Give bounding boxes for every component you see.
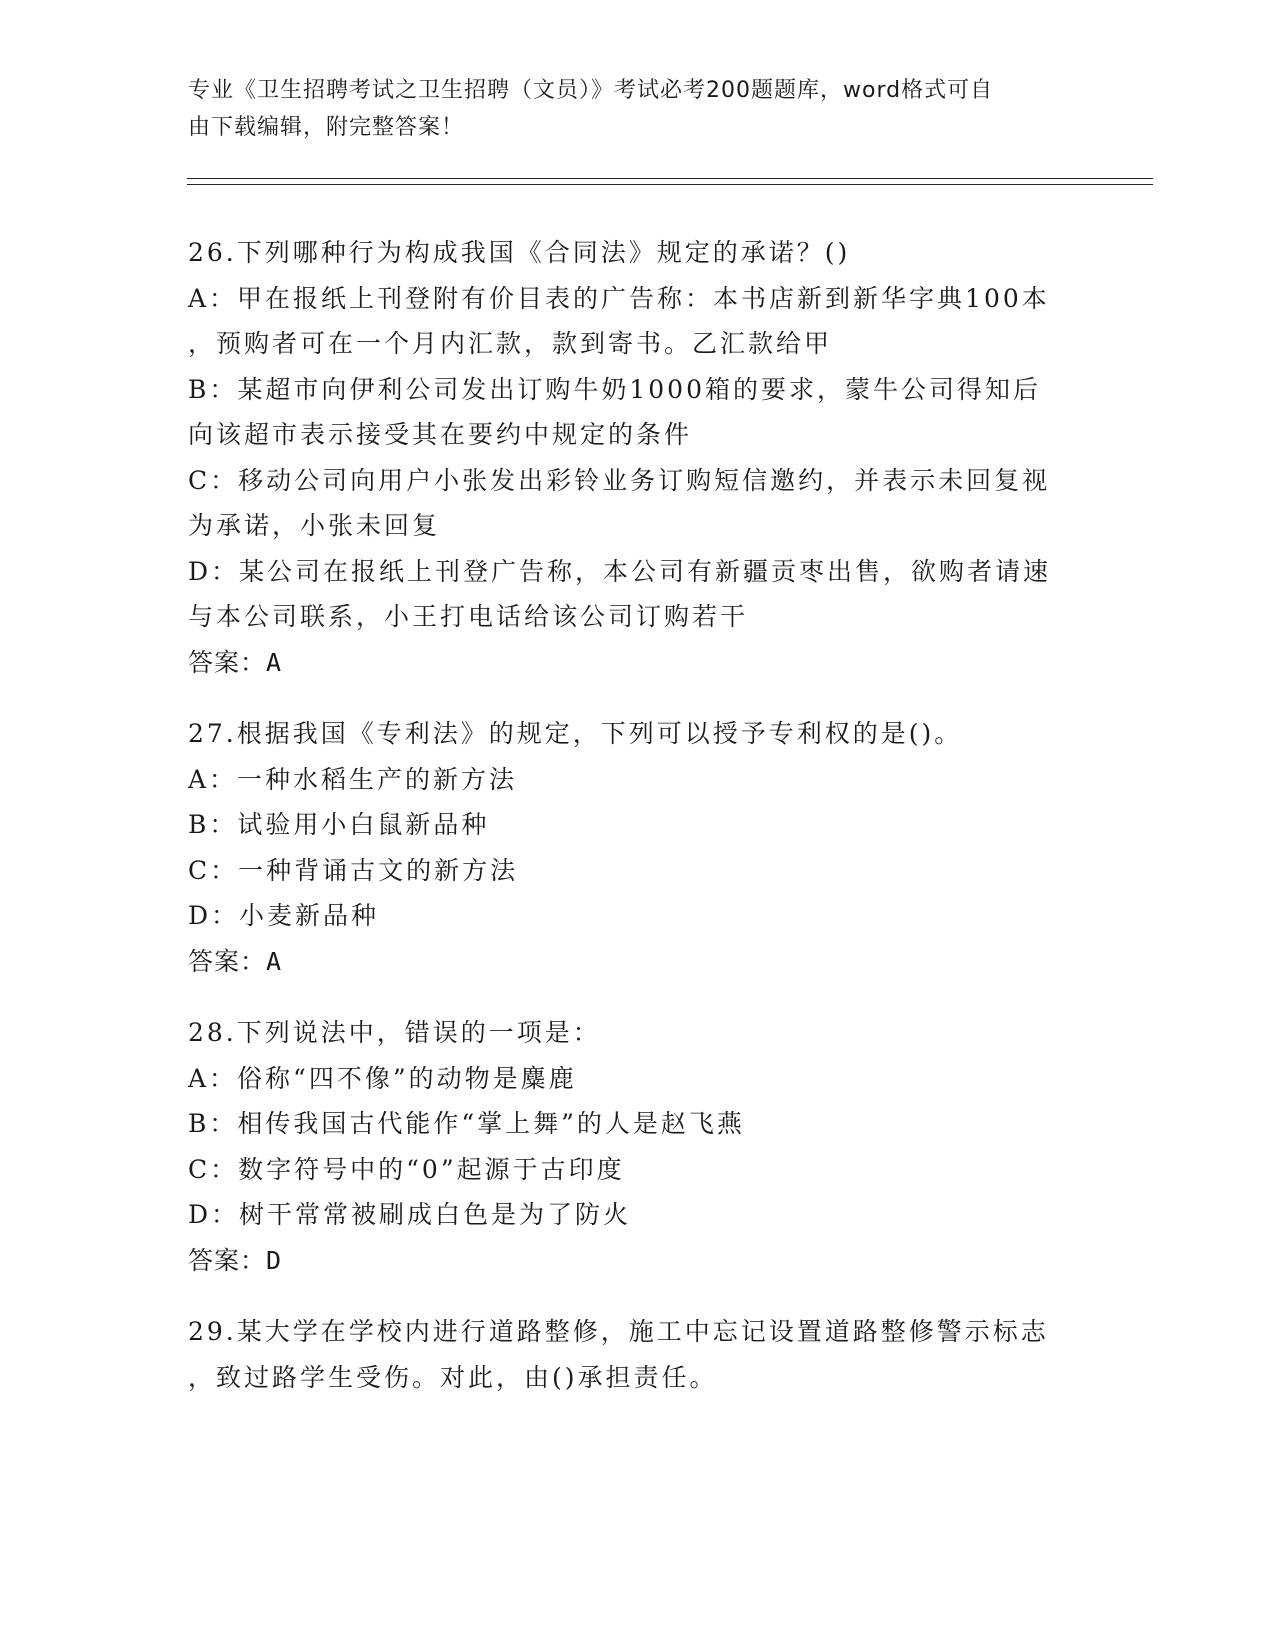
option-d-continued: 与本公司联系，小王打电话给该公司订购若干 [188, 602, 749, 631]
answer-value: A [266, 647, 283, 677]
document-header [188, 72, 1068, 146]
header-divider-bottom [187, 184, 1153, 185]
answer-value: A [266, 946, 283, 976]
option-b-continued: 向该超市表示接受其在要约中规定的条件 [188, 420, 693, 449]
question-27 [188, 711, 1088, 984]
question-stem: 26.下列哪种行为构成我国《合同法》规定的承诺？() [188, 238, 851, 267]
header-line-1: 专业《卫生招聘考试之卫生招聘（文员）》考试必考200题题库，word格式可自 [188, 78, 994, 103]
question-stem: 28.下列说法中，错误的一项是： [188, 1018, 601, 1047]
option-c: C：数字符号中的“0”起源于古印度 [188, 1154, 625, 1184]
option-c-continued: 为承诺，小张未回复 [188, 511, 441, 540]
answer-label: 答案： [188, 647, 267, 677]
option-a-continued: ，预购者可在一个月内汇款，款到寄书。乙汇款给甲 [188, 329, 833, 358]
answer-line [188, 939, 1088, 985]
answer-line [188, 640, 1088, 686]
option-d: D：树干常常被刷成白色是为了防火 [188, 1200, 632, 1229]
option-b: B：试验用小白鼠新品种 [188, 810, 490, 839]
option-b: B：相传我国古代能作“掌上舞”的人是赵飞燕 [188, 1109, 745, 1138]
question-stem: 27.根据我国《专利法》的规定，下列可以授予专利权的是()。 [188, 719, 963, 748]
header-line-2: 由下载编辑，附完整答案！ [188, 115, 465, 140]
answer-label: 答案： [188, 1245, 267, 1275]
option-a: A：俗称“四不像”的动物是麋鹿 [188, 1063, 577, 1093]
option-c: C：移动公司向用户小张发出彩铃业务订购短信邀约，并表示未回复视 [188, 465, 1051, 495]
answer-value: D [266, 1245, 283, 1275]
option-b: B：某超市向伊利公司发出订购牛奶1000箱的要求，蒙牛公司得知后 [188, 374, 1041, 404]
option-d: D：某公司在报纸上刊登广告称，本公司有新疆贡枣出售，欲购者请速 [188, 556, 1052, 586]
answer-label: 答案： [188, 946, 267, 976]
question-28 [188, 1010, 1088, 1283]
question-list [188, 230, 1088, 1426]
option-c: C：一种背诵古文的新方法 [188, 855, 519, 885]
option-d: D：小麦新品种 [188, 901, 380, 930]
option-a: A：甲在报纸上刊登附有价目表的广告称：本书店新到新华字典100本 [188, 283, 1050, 313]
answer-line [188, 1238, 1088, 1284]
question-stem-continued: ，致过路学生受伤。对此，由()承担责任。 [188, 1362, 718, 1392]
option-a: A：一种水稻生产的新方法 [188, 764, 518, 794]
question-29 [188, 1309, 1088, 1400]
header-divider-top [187, 178, 1153, 179]
question-26 [188, 230, 1088, 685]
question-stem: 29.某大学在学校内进行道路整修，施工中忘记设置道路整修警示标志 [188, 1317, 1049, 1346]
